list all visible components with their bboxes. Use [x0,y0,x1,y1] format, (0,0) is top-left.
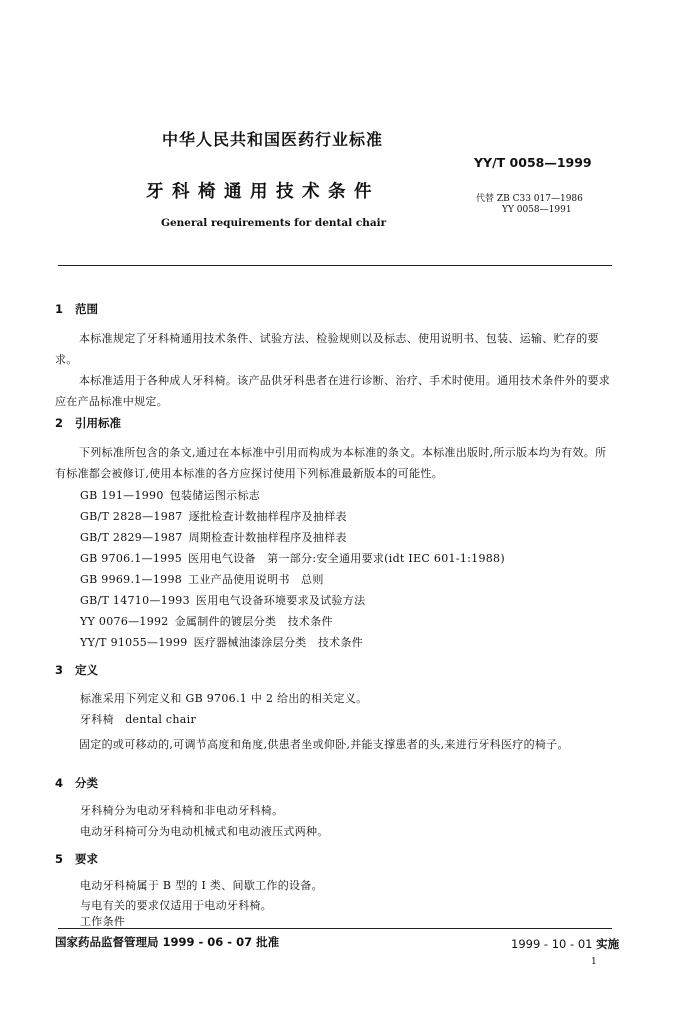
header-divider [58,265,612,266]
reference-name: 包装储运图示标志 [169,489,261,502]
reference-code: GB/T 2828—1987 [80,510,183,523]
section-4-paragraph-1: 牙科椅分为电动牙科椅和非电动牙科椅。 [80,804,284,817]
document-title: 牙科椅通用技术条件 [146,182,380,202]
section-3-paragraph-1: 标准采用下列定义和 GB 9706.1 中 2 给出的相关定义。 [80,692,368,705]
section-number: 4 [55,776,64,790]
reference-name: 工业产品使用说明书 总则 [188,573,324,586]
section-number: 1 [55,302,64,316]
reference-code: GB 191—1990 [80,489,164,502]
replaces-line-2: YY 0058—1991 [502,205,572,215]
section-5-paragraph-2: 与电有关的要求仅适用于电动牙科椅。 [80,899,273,912]
section-number: 2 [55,416,64,430]
reference-item [80,634,363,650]
reference-item [80,571,324,587]
org-title: 中华人民共和国医药行业标准 [162,130,384,149]
definition-text: 固定的或可移动的,可调节高度和角度,供患者坐或仰卧,并能支撑患者的头,来进行牙科医疗的椅子。 [79,738,569,751]
reference-item [80,550,505,566]
english-title: General requirements for dental chair [161,217,387,229]
approval-statement: 国家药品监督管理局 1999 - 06 - 07 批准 [55,935,280,949]
footer-divider [58,928,612,929]
reference-code: GB/T 2829—1987 [80,531,183,544]
section-4-heading [55,775,98,791]
reference-item [80,487,260,503]
section-title: 定义 [75,663,98,677]
reference-name: 周期检查计数抽样程序及抽样表 [188,531,347,544]
section-2-heading [55,415,121,431]
section-4-paragraph-2: 电动牙科椅可分为电动机械式和电动液压式两种。 [80,825,329,838]
standard-code: YY/T 0058—1999 [474,155,592,170]
section-5-paragraph-1: 电动牙科椅属于 B 型的 I 类、间歇工作的设备。 [80,879,323,892]
replaces-note [476,194,583,216]
section-title: 引用标准 [75,416,121,430]
section-number: 5 [55,852,64,866]
section-1-paragraph-1: 本标准规定了牙科椅通用技术条件、试验方法、检验规则以及标志、使用说明书、包装、运输、贮存的要求。 [55,332,599,366]
implementation-date [511,936,619,952]
section-3-heading [55,662,98,678]
reference-code: YY 0076—1992 [80,615,169,628]
replaces-line-1: 代替 ZB C33 017—1986 [476,194,583,204]
reference-code: GB 9969.1—1998 [80,573,183,586]
reference-item [80,508,347,524]
reference-item [80,529,347,545]
section-2-paragraph-1: 下列标准所包含的条文,通过在本标准中引用而构成为本标准的条文。本标准出版时,所示版本均为有效。所有标准都会被修订,使用本标准的各方应探讨使用下列标准最新版本的可能性。 [55,446,607,480]
section-title: 分类 [75,776,98,790]
section-title: 要求 [75,852,98,866]
reference-name: 医用电气设备 第一部分:安全通用要求(idt IEC 601-1:1988) [188,552,505,565]
reference-item [80,613,333,629]
section-1-paragraph-2: 本标准适用于各种成人牙科椅。该产品供牙科患者在进行诊断、治疗、手术时使用。通用技术条件外的要求应在产品标准中规定。 [55,374,611,408]
reference-item [80,592,365,608]
section-1-heading [55,301,98,317]
section-title: 范围 [75,302,98,316]
reference-name: 逐批检查计数抽样程序及抽样表 [188,510,347,523]
reference-name: 医用电气设备环境要求及试验方法 [195,594,366,607]
section-5-heading [55,851,98,867]
page-number: 1 [591,957,597,967]
reference-code: GB 9706.1—1995 [80,552,183,565]
reference-name: 医疗器械油漆涂层分类 技术条件 [193,636,364,649]
impl-label: 实施 [596,937,620,951]
impl-date: 1999 - 10 - 01 [511,937,593,951]
definition-term: 牙科椅 dental chair [80,713,197,726]
reference-code: YY/T 91055—1999 [80,636,188,649]
reference-code: GB/T 14710—1993 [80,594,190,607]
section-5-paragraph-3: 工作条件 [80,915,126,928]
section-number: 3 [55,663,64,677]
reference-name: 金属制件的镀层分类 技术条件 [174,615,333,628]
